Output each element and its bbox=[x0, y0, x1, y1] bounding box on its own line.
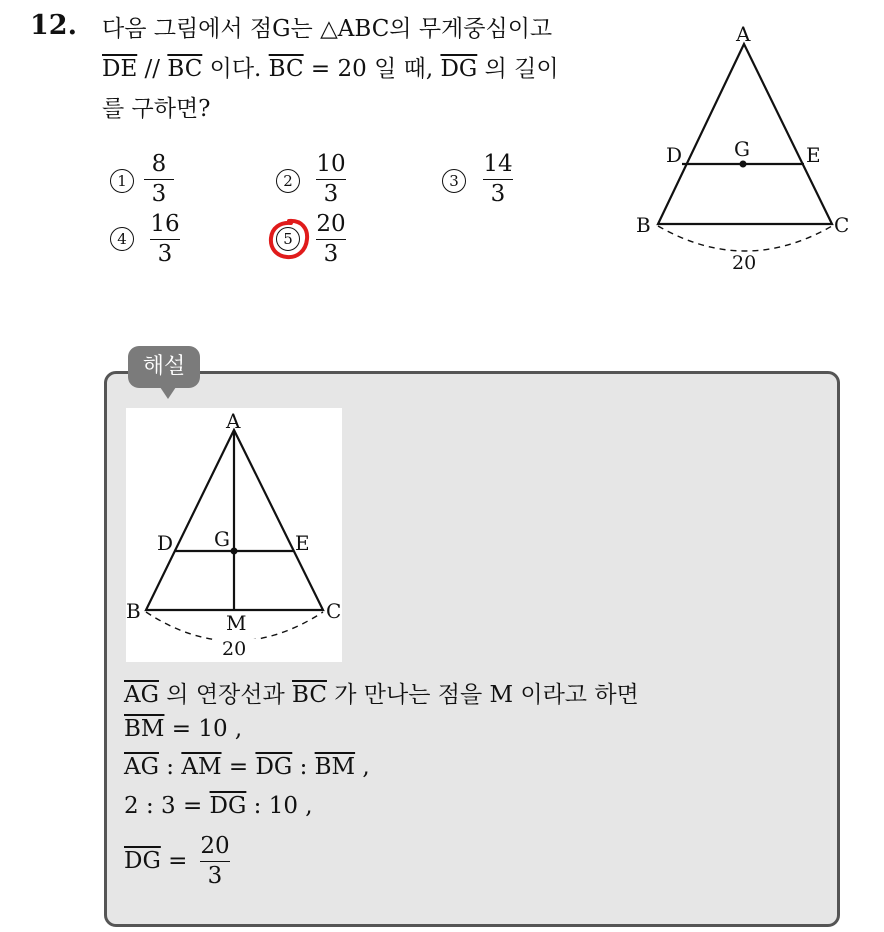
solution-text: 2 : 3 = bbox=[124, 793, 210, 819]
solution-line-4 bbox=[124, 793, 313, 819]
segment-ag: $\overline{AG}$ bbox=[124, 682, 159, 708]
question-line-3: 를 구하면? bbox=[102, 96, 211, 122]
label-d: D bbox=[157, 531, 174, 555]
question-line-1 bbox=[102, 10, 552, 43]
segment-dg: $\overline{DG}$ bbox=[209, 793, 247, 819]
solution-line-5 bbox=[124, 848, 187, 874]
segment-de: $\overline{DE}$ bbox=[102, 56, 138, 82]
segment-dg: $\overline{DG}$ bbox=[124, 848, 161, 874]
solution-text: = bbox=[160, 848, 188, 874]
label-m: M bbox=[226, 611, 247, 635]
choice-marker: 5 bbox=[276, 227, 300, 251]
choice-marker: 4 bbox=[110, 227, 134, 251]
label-e: E bbox=[295, 531, 310, 555]
solution-line-1 bbox=[124, 676, 639, 709]
choice-fraction bbox=[142, 150, 176, 208]
segment-dg: $\overline{DG}$ bbox=[255, 754, 293, 780]
length-label: 20 bbox=[732, 252, 757, 274]
solution-figure-box bbox=[126, 408, 342, 662]
solution-line-3 bbox=[124, 754, 370, 780]
solution-triangle-figure bbox=[126, 408, 342, 662]
question-text: 이다. bbox=[202, 56, 269, 82]
answer-mark-circle bbox=[264, 214, 314, 264]
question-number: 12. bbox=[30, 10, 77, 41]
choice-fraction bbox=[314, 210, 348, 268]
parallel-symbol: // bbox=[137, 56, 168, 82]
solution-text: 가 만나는 점을 M 이라고 하면 bbox=[326, 682, 639, 708]
label-b: B bbox=[636, 213, 651, 237]
solution-text: = 10 , bbox=[164, 716, 243, 742]
solution-text: : 10 , bbox=[246, 793, 313, 819]
centroid-point bbox=[231, 548, 238, 555]
segment-ag: $\overline{AG}$ bbox=[124, 754, 159, 780]
solution-text: = bbox=[221, 754, 256, 780]
denominator: 3 bbox=[323, 241, 339, 267]
label-c: C bbox=[326, 599, 342, 623]
question-text: 의 무게중심이고 bbox=[389, 16, 553, 42]
question-text: 다음 그림에서 점G는 bbox=[102, 16, 321, 42]
numerator: 8 bbox=[151, 151, 167, 177]
question-text: 의 길이 bbox=[477, 56, 559, 82]
choice-fraction bbox=[314, 150, 348, 208]
length-arc bbox=[658, 226, 832, 251]
label-b: B bbox=[126, 599, 141, 623]
segment-bc: $\overline{BC}$ bbox=[292, 682, 327, 708]
triangle-notation: △ABC bbox=[320, 16, 390, 42]
numerator: 14 bbox=[483, 151, 513, 177]
label-a: A bbox=[226, 409, 241, 433]
solution-text: 의 연장선과 bbox=[158, 682, 293, 708]
triangle-abc bbox=[658, 44, 832, 224]
denominator: 3 bbox=[157, 241, 173, 267]
numerator: 20 bbox=[200, 833, 230, 859]
denominator: 3 bbox=[151, 181, 167, 207]
choice-marker: 3 bbox=[442, 169, 466, 193]
label-a: A bbox=[736, 22, 751, 46]
label-g: G bbox=[734, 137, 750, 161]
centroid-point bbox=[740, 161, 747, 168]
solution-line-2 bbox=[124, 716, 242, 742]
segment-dg: $\overline{DG}$ bbox=[440, 56, 478, 82]
question-text: = 20 일 때, bbox=[303, 56, 441, 82]
solution-text: : bbox=[158, 754, 182, 780]
solution-tag: 해설 bbox=[128, 346, 200, 388]
segment-bc: $\overline{BC}$ bbox=[268, 56, 304, 82]
label-d: D bbox=[666, 143, 683, 167]
length-label: 20 bbox=[222, 638, 247, 660]
segment-bm: $\overline{BM}$ bbox=[314, 754, 356, 780]
denominator: 3 bbox=[490, 181, 506, 207]
choice-fraction bbox=[148, 210, 182, 268]
denominator: 3 bbox=[207, 863, 223, 889]
numerator: 20 bbox=[316, 211, 346, 237]
solution-text: : bbox=[292, 754, 315, 780]
segment-am: $\overline{AM}$ bbox=[181, 754, 222, 780]
label-c: C bbox=[834, 213, 850, 237]
label-g: G bbox=[214, 527, 230, 551]
result-fraction bbox=[198, 832, 232, 890]
denominator: 3 bbox=[323, 181, 339, 207]
segment-bc: $\overline{BC}$ bbox=[167, 56, 203, 82]
choice-fraction bbox=[481, 150, 515, 208]
segment-bm: $\overline{BM}$ bbox=[124, 716, 165, 742]
choice-marker: 2 bbox=[276, 169, 300, 193]
label-e: E bbox=[806, 143, 821, 167]
numerator: 16 bbox=[150, 211, 180, 237]
choice-marker: 1 bbox=[110, 169, 134, 193]
solution-text: , bbox=[355, 754, 370, 780]
question-line-2 bbox=[102, 50, 559, 83]
numerator: 10 bbox=[316, 151, 346, 177]
triangle-figure bbox=[620, 14, 860, 274]
